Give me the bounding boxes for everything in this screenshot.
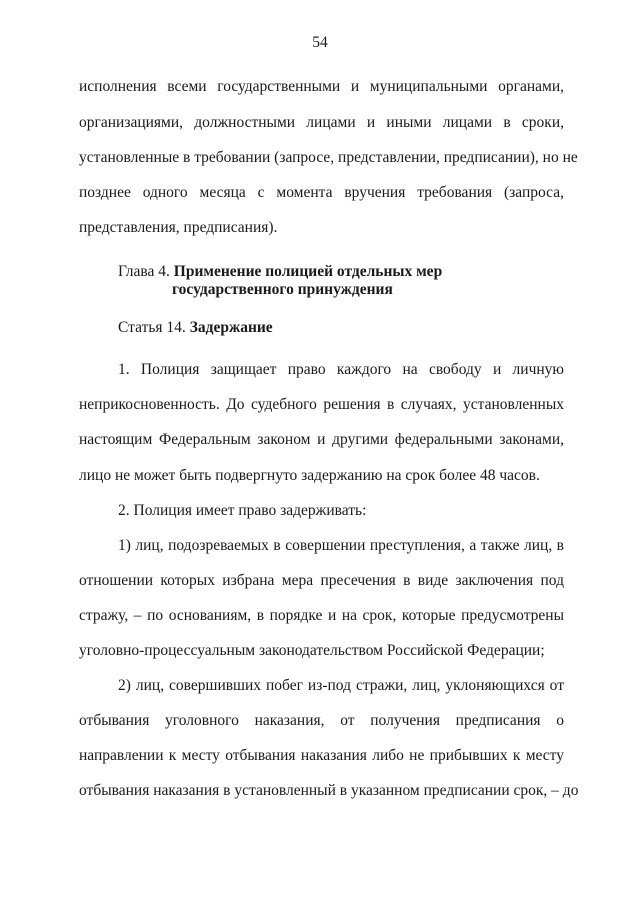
text-line: стражу, – по основаниям, в порядке и на срок, которые предусмотрены [79,607,564,624]
article-heading [118,318,273,338]
text-line: 1. Полиция защищает право каждого на свободу и личную [118,361,564,378]
text-line: направлении к месту отбывания наказания либо не прибывших к месту [79,747,564,764]
chapter-heading-line2: государственного принуждения [172,281,393,298]
text-line: отбывания наказания в установленный в указанном предписании срок, – до [79,782,579,799]
text-line: 2) лиц, совершивших побег из-под стражи, лиц, уклоняющихся от [118,677,564,694]
chapter-heading-line1 [118,262,442,282]
text-line: организациями, должностными лицами и иными лицами в сроки, [79,114,564,131]
text-line: установленные в требовании (запросе, представлении, предписании), но не [79,149,578,166]
chapter-prefix: Глава 4. [118,263,174,280]
text-line: 1) лиц, подозреваемых в совершении преступления, а также лиц, в [118,537,564,554]
text-line: отношении которых избрана мера пресечения в виде заключения под [79,572,564,589]
text-line: настоящим Федеральным законом и другими федеральными законами, [79,431,564,448]
text-line: представления, предписания). [79,219,278,236]
article-title: Задержание [189,319,273,336]
text-line: неприкосновенность. До судебного решения в случаях, установленных [79,396,564,413]
text-line: уголовно-процессуальным законодательством Российской Федерации; [79,642,545,659]
text-line: лицо не может быть подвергнуто задержанию на срок более 48 часов. [79,467,540,484]
paragraph-2: 2. Полиция имеет право задерживать: [118,502,367,519]
text-line: позднее одного месяца с момента вручения требования (запроса, [79,184,564,201]
page-number: 54 [312,34,328,51]
text-line: отбывания уголовного наказания, от получения предписания о [79,712,564,729]
chapter-title: Применение полицией отдельных мер [173,263,443,280]
article-prefix: Статья 14. [118,319,190,336]
text-line: исполнения всеми государственными и муниципальными органами, [79,78,564,95]
